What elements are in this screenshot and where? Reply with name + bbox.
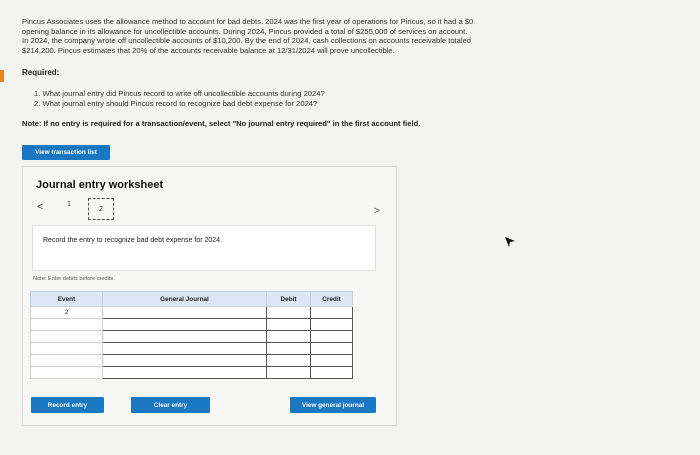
question-item: 1. What journal entry did Pincus record to write off uncollectible accounts during 2024? — [34, 89, 325, 98]
journal-table — [30, 291, 353, 379]
instruction-text: Record the entry to recognize bad debt expense for 2024. — [43, 237, 223, 244]
problem-paragraph — [22, 17, 662, 55]
event-cell — [31, 343, 103, 355]
clear-entry-button[interactable]: Clear entry — [131, 397, 210, 413]
view-transaction-list-button[interactable]: View transaction list — [22, 145, 110, 160]
table-row — [31, 307, 353, 319]
problem-line: Pincus Associates uses the allowance method to account for bad debts. 2024 was the first year of operations for Pincus, so it had a $0 — [22, 17, 474, 26]
table-row — [31, 319, 353, 331]
debit-field[interactable] — [267, 331, 311, 343]
record-entry-button[interactable]: Record entry — [31, 397, 104, 413]
debit-field[interactable] — [267, 355, 311, 367]
column-header-credit: Credit — [311, 292, 353, 307]
credit-field[interactable] — [311, 307, 353, 319]
debit-field[interactable] — [267, 367, 311, 379]
column-header-debit: Debit — [267, 292, 311, 307]
account-field[interactable] — [103, 355, 267, 367]
credit-field[interactable] — [311, 331, 353, 343]
debit-field[interactable] — [267, 307, 311, 319]
table-row — [31, 331, 353, 343]
event-cell: 2 — [31, 307, 103, 319]
previous-arrow-icon[interactable]: < — [37, 201, 44, 213]
required-label: Required: — [22, 68, 60, 77]
debit-field[interactable] — [267, 319, 311, 331]
questions-list — [34, 89, 325, 108]
event-cell — [31, 331, 103, 343]
table-row — [31, 343, 353, 355]
event-cell — [31, 355, 103, 367]
problem-line: In 2024, the company wrote off uncollectible accounts of $10,200. By the end of 2024, cash collections on accounts receivable totaled — [22, 36, 472, 46]
event-cell — [31, 367, 103, 379]
account-field[interactable] — [103, 307, 267, 319]
debit-field[interactable] — [267, 343, 311, 355]
journal-entry-worksheet — [22, 166, 397, 426]
account-field[interactable] — [103, 331, 267, 343]
required-marker — [0, 70, 4, 82]
next-arrow-icon[interactable]: > — [373, 205, 380, 217]
journal-header-row — [31, 292, 353, 307]
column-header-event: Event — [31, 292, 103, 307]
question-item: 2. What journal entry should Pincus record to recognize bad debt expense for 2024? — [34, 98, 318, 108]
view-general-journal-button[interactable]: View general journal — [290, 397, 376, 413]
column-header-general-journal: General Journal — [103, 292, 267, 307]
mouse-cursor-icon — [504, 236, 516, 248]
table-row — [31, 355, 353, 367]
problem-line: opening balance in its allowance for uncollectible accounts. During 2024, Pincus provided a total of $255,000 of services on account. — [22, 26, 468, 36]
page-tab-1[interactable]: 1 — [67, 201, 71, 208]
account-field[interactable] — [103, 319, 267, 331]
debits-note: Note: Enter debits before credits. — [33, 276, 115, 282]
page-tab-label: 2 — [99, 205, 103, 213]
account-field[interactable] — [103, 343, 267, 355]
instruction-note: Note: If no entry is required for a transaction/event, select "No journal entry required" in the first account field. — [22, 119, 421, 128]
instruction-box — [32, 225, 376, 271]
problem-line: $214,200. Pincus estimates that 20% of the accounts receivable balance at 12/31/2024 will prove uncollectible. — [22, 45, 395, 55]
credit-field[interactable] — [311, 355, 353, 367]
credit-field[interactable] — [311, 367, 353, 379]
credit-field[interactable] — [311, 319, 353, 331]
event-cell — [31, 319, 103, 331]
credit-field[interactable] — [311, 343, 353, 355]
account-field[interactable] — [103, 367, 267, 379]
worksheet-title: Journal entry worksheet — [36, 179, 164, 191]
table-row — [31, 367, 353, 379]
page-tab-2[interactable] — [88, 198, 114, 220]
